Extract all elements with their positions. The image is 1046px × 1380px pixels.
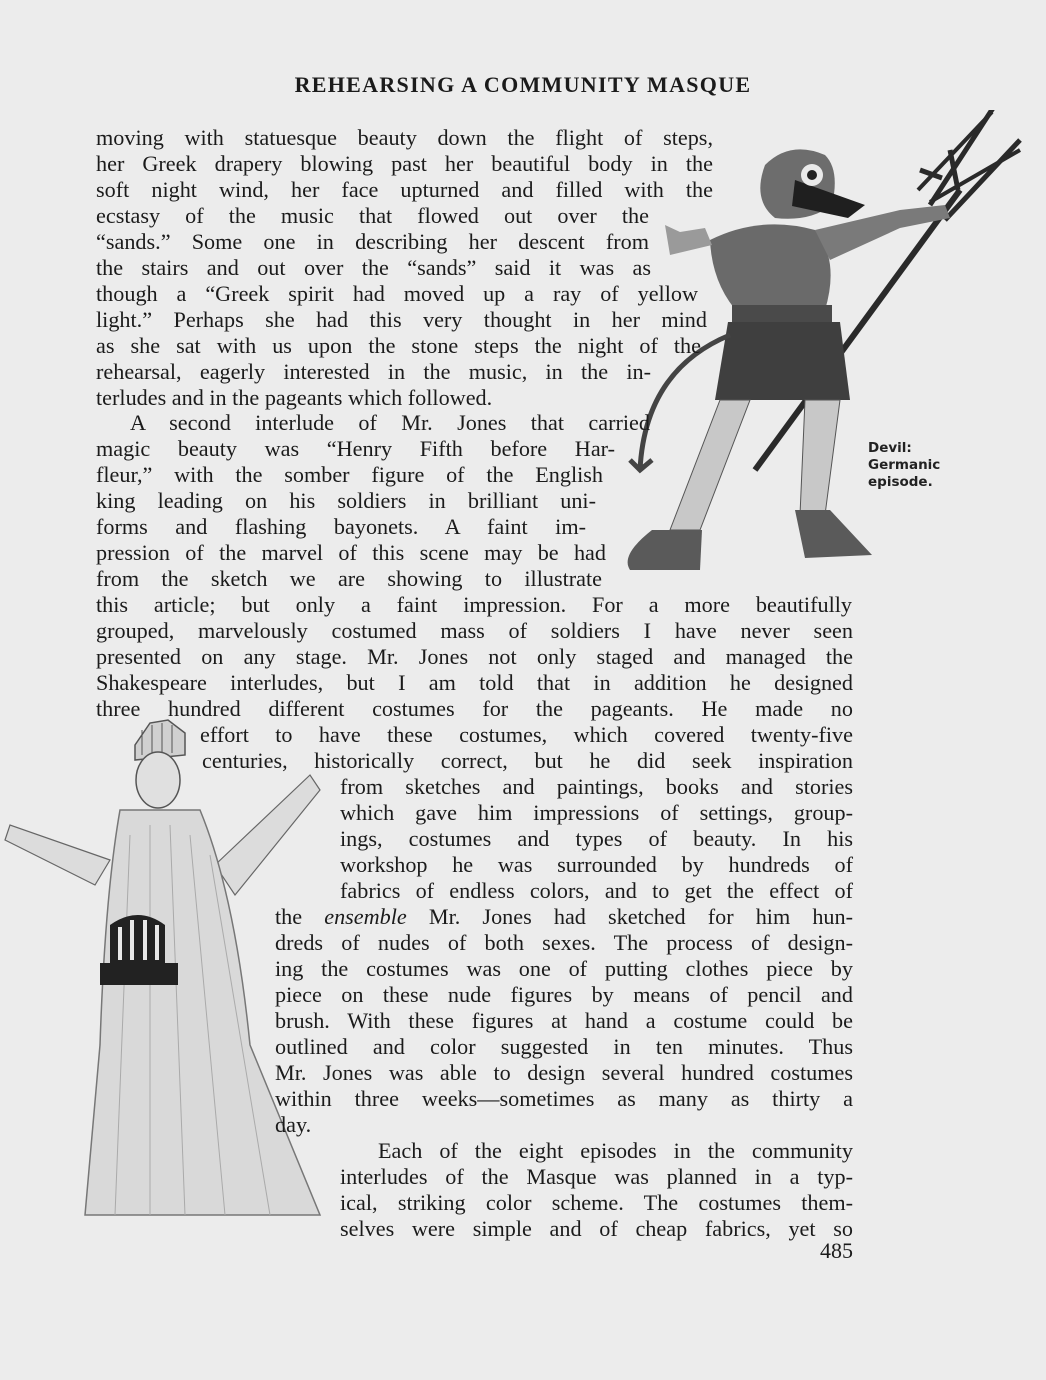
caption-line: episode. — [868, 474, 933, 490]
text-line: interludes of the Masque was planned in a typ- — [340, 1164, 853, 1189]
text-line: fleur,” with the somber figure of the English — [96, 462, 603, 487]
text-line: terludes and in the pageants which followed. — [96, 385, 493, 410]
page-title: REHEARSING A COMMUNITY MASQUE — [294, 72, 752, 97]
text-line: centuries, historically correct, but he did seek inspiration — [202, 748, 853, 773]
text-line: selves were simple and of cheap fabrics, yet so — [340, 1216, 853, 1241]
page-number: 485 — [820, 1238, 853, 1263]
text-line: “sands.” Some one in describing her descent from — [96, 229, 649, 254]
text-line: workshop he was surrounded by hundreds of — [340, 852, 853, 877]
text-line: outlined and color suggested in ten minutes. Thus — [275, 1034, 853, 1059]
text-line: moving with statuesque beauty down the flight of steps, — [96, 125, 713, 150]
text-line: as she sat with us upon the stone steps the night of the — [96, 333, 701, 358]
text-line: light.” Perhaps she had this very thought in her mind — [96, 307, 707, 332]
text-line — [275, 904, 853, 930]
text-line: ecstasy of the music that flowed out over the — [96, 203, 649, 228]
text-line: soft night wind, her face upturned and filled with the — [96, 177, 713, 202]
text-line: grouped, marvelously costumed mass of soldiers I have never seen — [96, 618, 853, 643]
text-line: pression of the marvel of this scene may be had — [96, 540, 606, 565]
text-line: which gave him impressions of settings, group- — [340, 800, 853, 825]
text-line: effort to have these costumes, which covered twenty-five — [200, 722, 853, 747]
text-line: A second interlude of Mr. Jones that carried — [130, 410, 650, 435]
text-line: magic beauty was “Henry Fifth before Har- — [96, 436, 615, 461]
text-line: presented on any stage. Mr. Jones not only staged and managed the — [96, 644, 853, 669]
caption-line: Germanic — [868, 457, 941, 473]
italic-word: ensemble — [324, 904, 407, 929]
text-line: brush. With these figures at hand a costume could be — [275, 1008, 853, 1033]
text-line: fabrics of endless colors, and to get the effect of — [340, 878, 853, 903]
text-line: her Greek drapery blowing past her beautiful body in the — [96, 151, 713, 176]
text-line: within three weeks—sometimes as many as thirty a — [275, 1086, 853, 1111]
text-line: ical, striking color scheme. The costumes them- — [340, 1190, 853, 1215]
text-line: dreds of nudes of both sexes. The process of design- — [275, 930, 853, 955]
text-line: rehearsal, eagerly interested in the music, in the in- — [96, 359, 651, 384]
text-line: Shakespeare interludes, but I am told that in addition he designed — [96, 670, 853, 695]
text-line: though a “Greek spirit had moved up a ray of yellow — [96, 281, 698, 306]
text-line: from sketches and paintings, books and stories — [340, 774, 853, 799]
text-line: ings, costumes and types of beauty. In his — [340, 826, 853, 851]
text-line: forms and flashing bayonets. A faint im- — [96, 514, 586, 539]
caption — [868, 440, 940, 491]
text-line: Each of the eight episodes in the community — [378, 1138, 853, 1163]
text-line: from the sketch we are showing to illustrate — [96, 566, 602, 591]
caption-line: Devil: — [868, 440, 912, 456]
text-line: this article; but only a faint impression. For a more beautifully — [96, 592, 852, 617]
text-line: piece on these nude figures by means of pencil and — [275, 982, 853, 1007]
text-line: the stairs and out over the “sands” said it was as — [96, 255, 651, 280]
text-line: ing the costumes was one of putting clothes piece by — [275, 956, 853, 981]
text-line: king leading on his soldiers in brilliant uni- — [96, 488, 596, 513]
text-line: day. — [275, 1112, 312, 1137]
text-fragment: the — [275, 904, 303, 929]
text-line: three hundred different costumes for the pageants. He made no — [96, 696, 853, 721]
text-line: Mr. Jones was able to design several hundred costumes — [275, 1060, 853, 1085]
text-fragment: Mr. Jones had sketched for him hun- — [428, 904, 853, 929]
